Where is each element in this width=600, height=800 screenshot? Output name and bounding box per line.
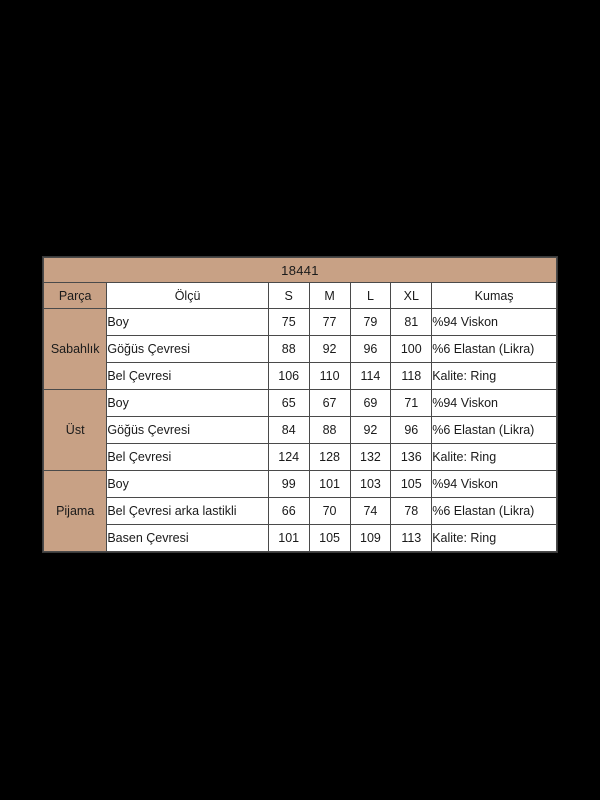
fabric-line: %94 Viskon [432, 471, 557, 498]
value-l: 103 [350, 471, 391, 498]
header-size-xl: XL [391, 283, 432, 309]
header-part: Parça [44, 283, 107, 309]
value-m: 110 [309, 363, 350, 390]
measure-label: Boy [107, 471, 268, 498]
value-m: 67 [309, 390, 350, 417]
value-l: 92 [350, 417, 391, 444]
size-chart-table [43, 257, 557, 552]
group-label-1: Sabahlık [44, 309, 107, 390]
product-code: 18441 [44, 258, 557, 283]
measure-label: Boy [107, 390, 268, 417]
value-s: 101 [268, 525, 309, 552]
value-xl: 81 [391, 309, 432, 336]
fabric-line: Kalite: Ring [432, 444, 557, 471]
value-xl: 100 [391, 336, 432, 363]
value-l: 96 [350, 336, 391, 363]
fabric-line: %94 Viskon [432, 390, 557, 417]
table-header-row [44, 283, 557, 309]
value-l: 79 [350, 309, 391, 336]
size-chart [42, 256, 558, 553]
fabric-line: %6 Elastan (Likra) [432, 498, 557, 525]
header-fabric: Kumaş [432, 283, 557, 309]
measure-label: Bel Çevresi arka lastikli [107, 498, 268, 525]
value-m: 101 [309, 471, 350, 498]
measure-label: Boy [107, 309, 268, 336]
value-xl: 113 [391, 525, 432, 552]
fabric-line: Kalite: Ring [432, 363, 557, 390]
value-l: 114 [350, 363, 391, 390]
header-size-l: L [350, 283, 391, 309]
fabric-line: %6 Elastan (Likra) [432, 336, 557, 363]
value-m: 88 [309, 417, 350, 444]
group-label-3: Pijama [44, 471, 107, 552]
value-m: 128 [309, 444, 350, 471]
value-l: 74 [350, 498, 391, 525]
measure-label: Göğüs Çevresi [107, 417, 268, 444]
value-l: 132 [350, 444, 391, 471]
value-xl: 78 [391, 498, 432, 525]
measure-label: Basen Çevresi [107, 525, 268, 552]
fabric-line: %6 Elastan (Likra) [432, 417, 557, 444]
value-s: 88 [268, 336, 309, 363]
value-xl: 96 [391, 417, 432, 444]
measure-label: Bel Çevresi [107, 363, 268, 390]
table-row [44, 471, 557, 498]
fabric-line: %94 Viskon [432, 309, 557, 336]
value-s: 106 [268, 363, 309, 390]
value-l: 69 [350, 390, 391, 417]
header-size-m: M [309, 283, 350, 309]
measure-label: Bel Çevresi [107, 444, 268, 471]
value-s: 99 [268, 471, 309, 498]
table-row [44, 309, 557, 336]
group-label-2: Üst [44, 390, 107, 471]
value-xl: 71 [391, 390, 432, 417]
value-m: 92 [309, 336, 350, 363]
table-row [44, 363, 557, 390]
table-title-row [44, 258, 557, 283]
header-measure: Ölçü [107, 283, 268, 309]
value-s: 124 [268, 444, 309, 471]
fabric-line: Kalite: Ring [432, 525, 557, 552]
value-s: 75 [268, 309, 309, 336]
value-m: 105 [309, 525, 350, 552]
value-m: 77 [309, 309, 350, 336]
table-row [44, 417, 557, 444]
value-s: 65 [268, 390, 309, 417]
value-m: 70 [309, 498, 350, 525]
table-row [44, 444, 557, 471]
value-l: 109 [350, 525, 391, 552]
table-row [44, 498, 557, 525]
table-row [44, 390, 557, 417]
value-xl: 118 [391, 363, 432, 390]
table-row [44, 336, 557, 363]
measure-label: Göğüs Çevresi [107, 336, 268, 363]
table-row [44, 525, 557, 552]
value-s: 66 [268, 498, 309, 525]
value-xl: 105 [391, 471, 432, 498]
header-size-s: S [268, 283, 309, 309]
value-xl: 136 [391, 444, 432, 471]
value-s: 84 [268, 417, 309, 444]
